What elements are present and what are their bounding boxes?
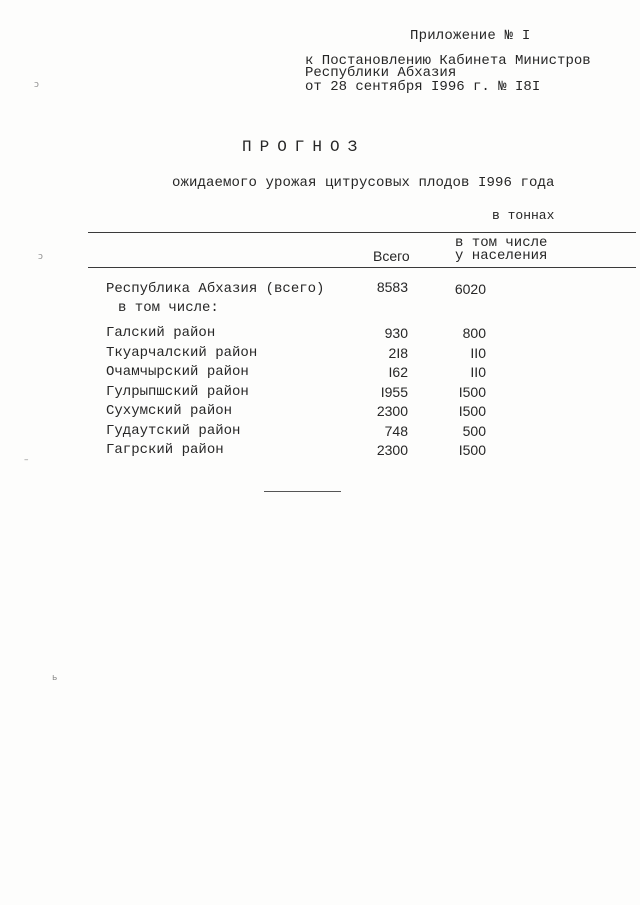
annex-line-1: к Постановлению Кабинета Министров	[305, 53, 591, 69]
table-row-label: Галский район	[106, 325, 216, 341]
table-top-rule	[88, 232, 636, 233]
annex-title: Приложение № I	[410, 28, 531, 44]
column-header-population-line1: в том числе	[455, 235, 548, 251]
annex-line-2: Республики Абхазия	[305, 65, 457, 81]
margin-mark: –	[24, 455, 29, 465]
table-row-total: 930	[384, 325, 408, 341]
margin-mark: ↄ	[34, 80, 39, 90]
summary-row-population: 6020	[454, 281, 486, 297]
table-row-total: I62	[388, 364, 408, 380]
table-row-population: I500	[458, 442, 486, 458]
margin-mark: ↄ	[38, 252, 43, 262]
annex-line-3: от 28 сентября I996 г. № I8I	[305, 79, 541, 95]
table-row-label: Гудаутский район	[106, 423, 241, 439]
table-row-total: 2I8	[388, 345, 408, 361]
end-of-table-rule	[264, 491, 341, 492]
table-row-population: II0	[470, 364, 486, 380]
table-row-total: 2300	[376, 442, 408, 458]
table-row-label: Ткуарчалский район	[106, 345, 258, 361]
document-title: ПРОГНОЗ	[242, 138, 366, 156]
table-row-population: 800	[462, 325, 486, 341]
table-row-label: Очамчырский район	[106, 364, 249, 380]
table-row-label: Гулрыпшский район	[106, 384, 249, 400]
table-row-population: I500	[458, 384, 486, 400]
table-row-population: I500	[458, 403, 486, 419]
summary-row-label: Республика Абхазия (всего)	[106, 281, 325, 297]
column-header-total: Всего	[373, 248, 410, 264]
table-row-population: 500	[462, 423, 486, 439]
summary-row-total: 8583	[376, 279, 408, 295]
table-row-label: Сухумский район	[106, 403, 233, 419]
units-label: в тоннах	[492, 208, 555, 223]
table-header-rule	[88, 267, 636, 268]
document-subtitle: ожидаемого урожая цитрусовых плодов I996 года	[172, 175, 555, 191]
summary-row-sublabel: в том числе:	[118, 300, 219, 316]
table-row-total: 2300	[376, 403, 408, 419]
table-row-population: II0	[470, 345, 486, 361]
table-row-label: Гагрский район	[106, 442, 224, 458]
table-row-total: I955	[380, 384, 408, 400]
margin-mark: ь	[52, 673, 58, 683]
table-row-total: 748	[384, 423, 408, 439]
column-header-population-line2: у населения	[455, 248, 548, 264]
